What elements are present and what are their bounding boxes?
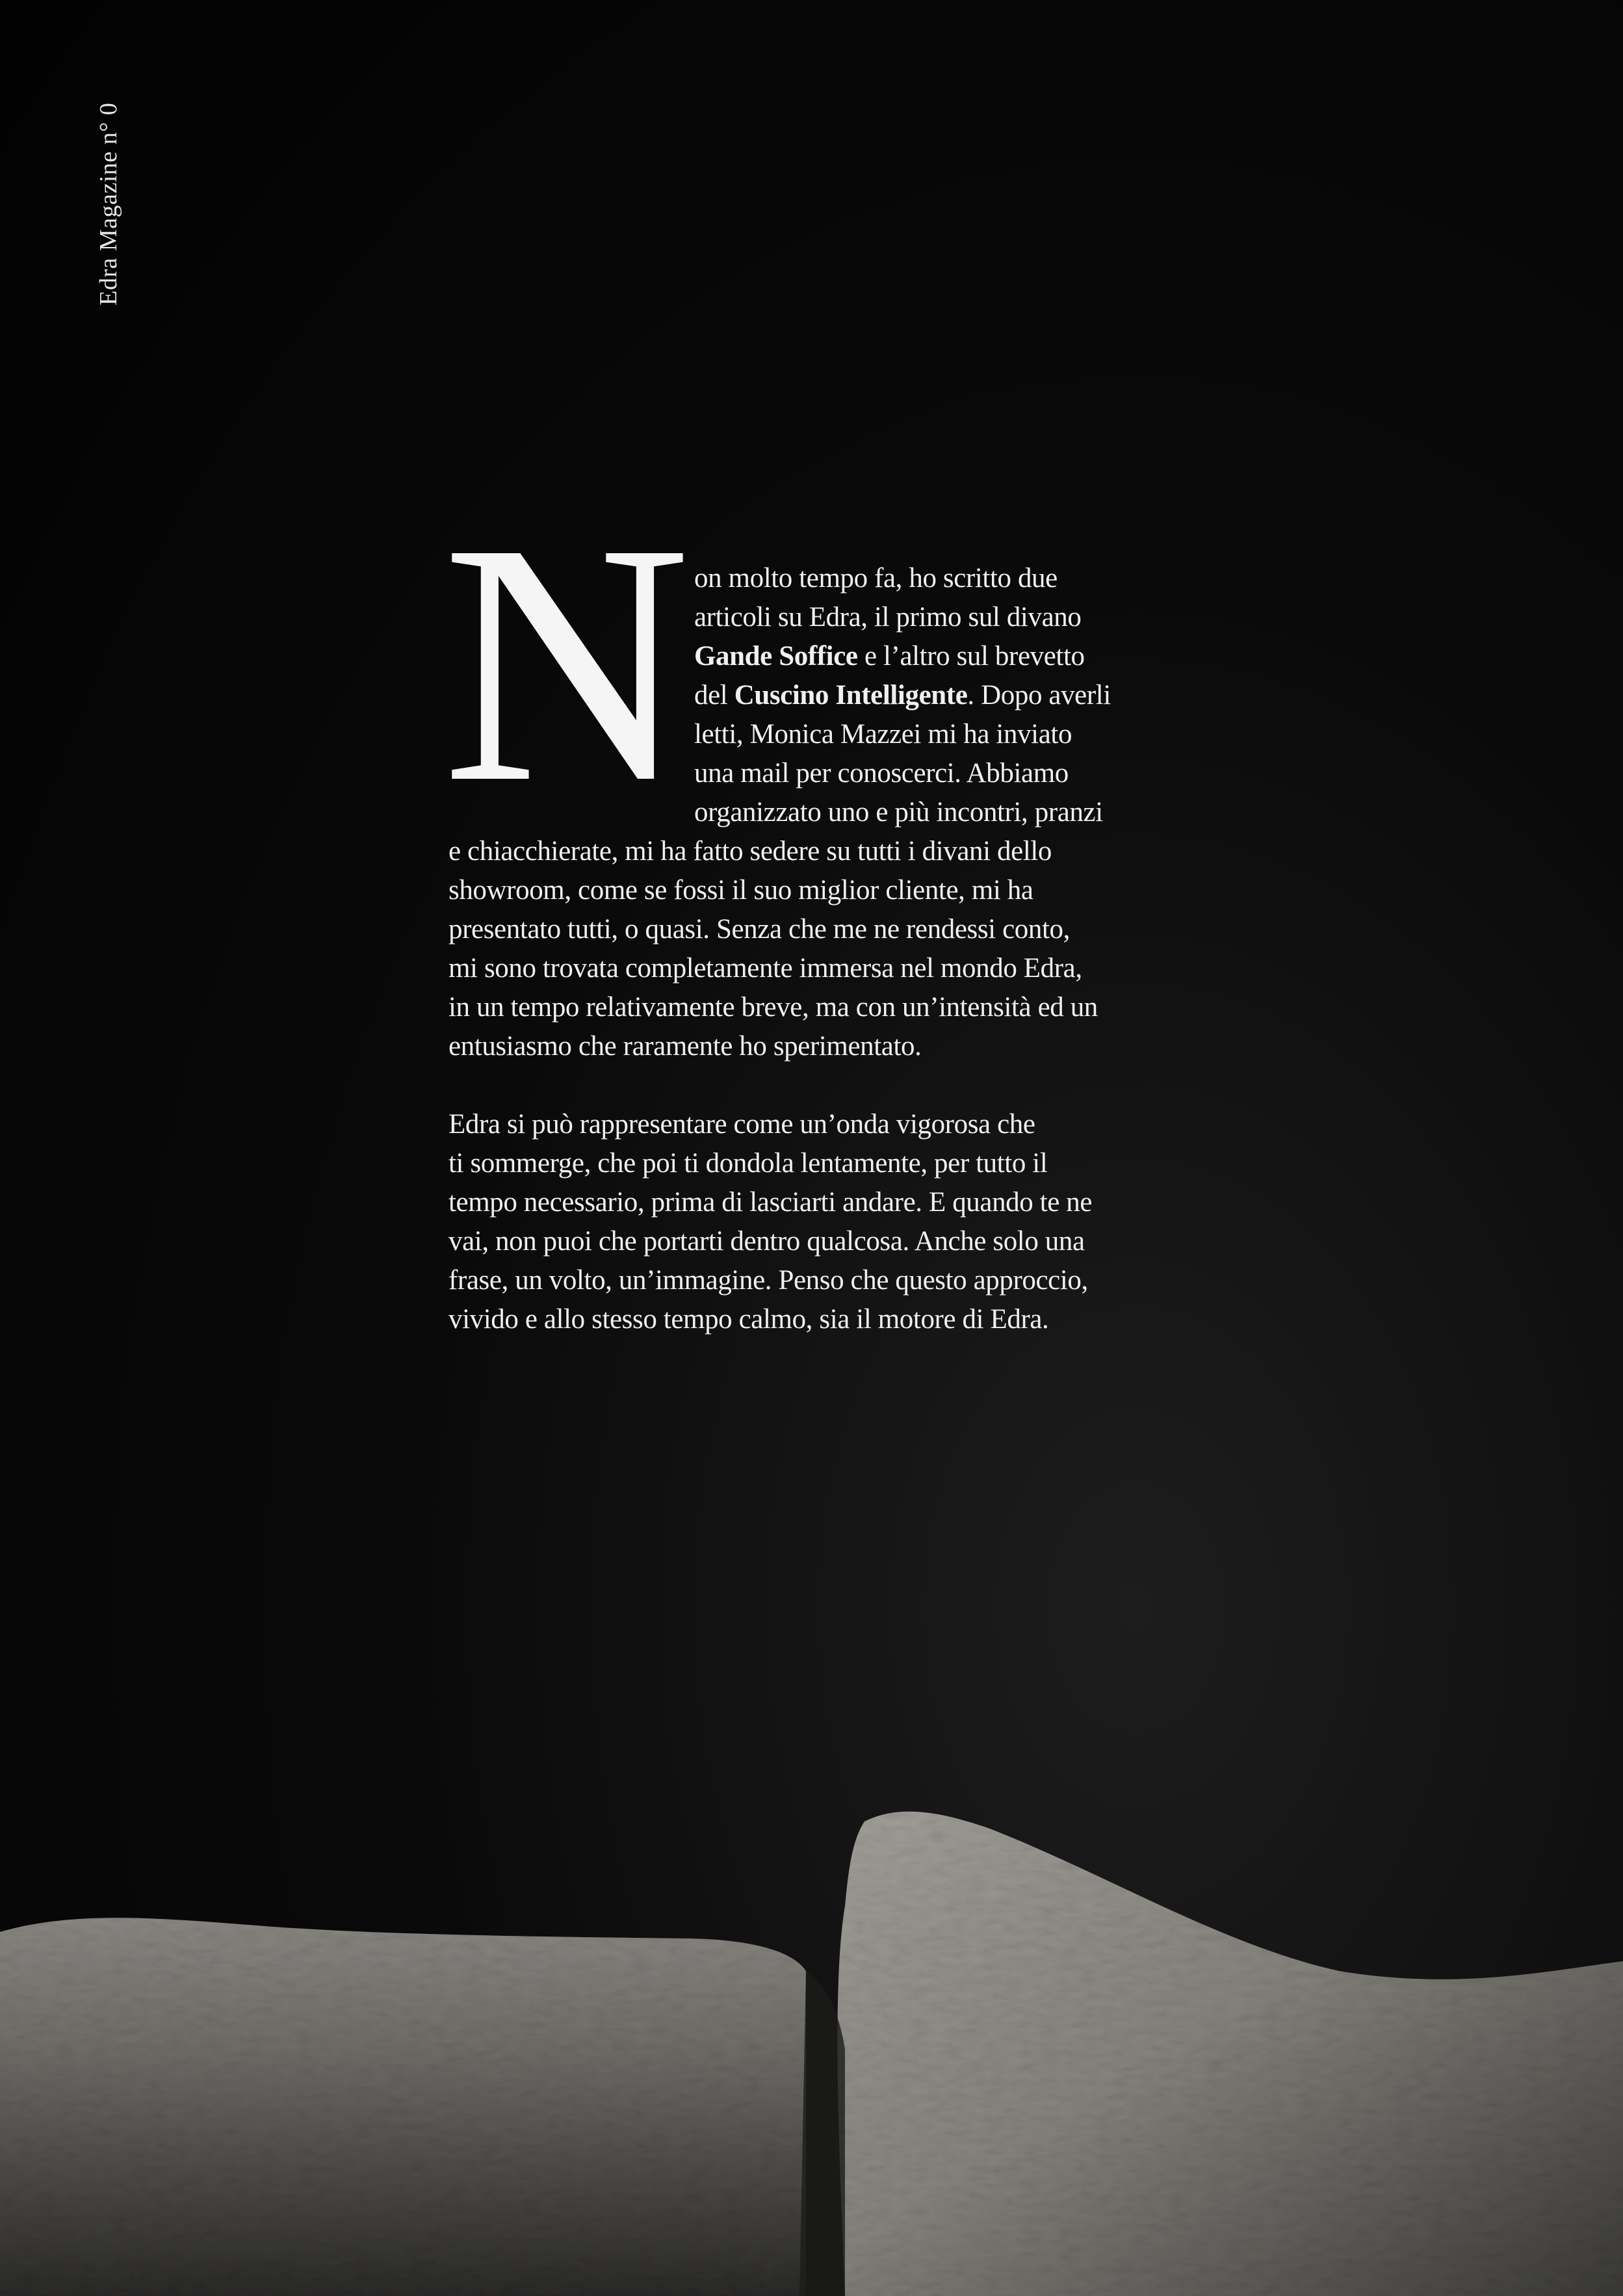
product-name-gande-soffice: Gande Soffice: [694, 641, 858, 672]
text-line: e chiacchierate, mi ha fatto sedere su tutti i divani dello: [448, 836, 1052, 867]
sofa-cushions-photo: [0, 1776, 1623, 2296]
text-line: entusiasmo che raramente ho sperimentato.: [448, 1031, 922, 1062]
text-line: presentato tutti, o quasi. Senza che me ne rendessi conto,: [448, 914, 1070, 945]
left-cushion: [0, 1918, 806, 2296]
text-line: vivido e allo stesso tempo calmo, sia il motore di Edra.: [448, 1304, 1049, 1335]
text-line: frase, un volto, un’immagine. Penso che questo approccio,: [448, 1265, 1088, 1296]
text-fragment: e l’altro sul brevetto: [857, 641, 1085, 672]
drop-cap: N: [442, 472, 691, 854]
text-fragment: del: [694, 680, 734, 711]
product-name-cuscino-intelligente: Cuscino Intelligente: [734, 680, 968, 711]
running-head: Edra Magazine n° 0: [95, 102, 122, 306]
text-line: showroom, come se fossi il suo miglior cliente, mi ha: [448, 875, 1033, 906]
text-line: letti, Monica Mazzei mi ha inviato: [694, 719, 1072, 750]
text-line: mi sono trovata completamente immersa nel mondo Edra,: [448, 953, 1082, 984]
text-fragment: . Dopo averli: [967, 680, 1111, 711]
text-line: tempo necessario, prima di lasciarti andare. E quando te ne: [448, 1187, 1093, 1218]
second-paragraph: [448, 1105, 1183, 1339]
first-paragraph: [442, 472, 1183, 1066]
right-cushion: [837, 1812, 1623, 2296]
text-line: una mail per conoscerci. Abbiamo: [694, 758, 1069, 789]
text-line: vai, non puoi che portarti dentro qualcosa. Anche solo una: [448, 1226, 1085, 1257]
text-line: in un tempo relativamente breve, ma con un’intensità ed un: [448, 992, 1098, 1023]
text-line: ti sommerge, che poi ti dondola lentamente, per tutto il: [448, 1148, 1048, 1179]
article-body: [442, 472, 1183, 1339]
text-line: on molto tempo fa, ho scritto due: [694, 563, 1058, 594]
text-line: Edra si può rappresentare come un’onda vigorosa che: [448, 1109, 1035, 1140]
text-line: organizzato uno e più incontri, pranzi: [694, 797, 1103, 828]
text-line: articoli su Edra, il primo sul divano: [694, 602, 1082, 633]
